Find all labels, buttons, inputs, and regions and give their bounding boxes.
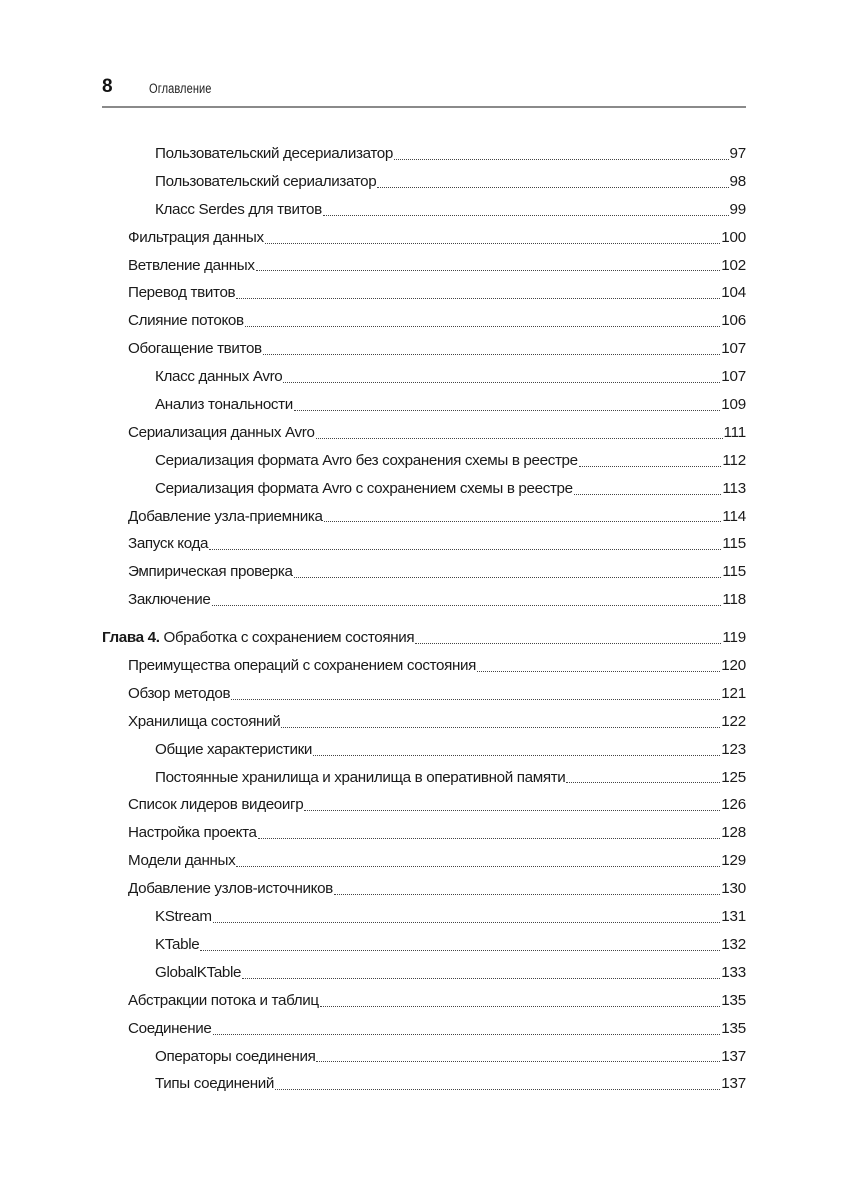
toc-page-number: 115 [722,535,746,553]
toc-entry[interactable] [102,252,746,280]
toc-entry-text: Запуск кода [128,535,209,553]
toc-page-number: 98 [729,172,746,190]
toc-entry-title [155,140,393,168]
toc-entry-text: KTable [155,935,200,953]
toc-page-number: 112 [722,451,746,469]
toc-page-number: 130 [721,880,746,898]
toc-entry[interactable] [102,419,746,447]
toc-page-number: 106 [721,312,746,330]
toc-entry-title [128,279,235,307]
toc-entry-text: Типы соединений [155,1075,275,1093]
toc-entry[interactable] [102,224,746,252]
dot-leader [320,1005,721,1007]
toc-entry-title [128,558,293,586]
running-title: Оглавление [149,81,212,96]
dot-leader [574,493,722,495]
toc-entry-title [128,335,262,363]
toc-page-number: 102 [721,256,746,274]
toc-page-number: 107 [721,368,746,386]
dot-leader [275,1088,720,1090]
toc-entry-text: Обзор методов [128,684,231,702]
page-number: 8 [102,76,113,97]
toc-entry[interactable] [102,140,746,168]
toc-entry[interactable] [102,447,746,475]
toc-entry[interactable] [102,847,746,875]
chapter-number: Глава 4. [102,629,160,647]
toc-page-number: 97 [729,145,746,162]
toc-entry-title [128,530,208,558]
toc-entry[interactable] [102,391,746,419]
toc-entry[interactable] [102,652,746,680]
dot-leader [231,698,720,700]
dot-leader [209,548,721,550]
toc-entry-text: Сериализация формата Avro без сохранения схемы в реестре [155,451,578,469]
dot-leader [256,269,721,271]
toc-page-number: 113 [722,479,746,497]
toc-page-number: 114 [722,507,746,525]
toc-entry-title [128,819,257,847]
toc-page-number: 111 [723,423,746,441]
dot-leader [294,576,722,578]
dot-leader [212,604,722,606]
toc-entry[interactable] [102,903,746,931]
toc-entry[interactable] [102,1043,746,1071]
toc-entry-title [155,931,199,959]
toc-page-number: 131 [721,908,746,926]
toc-page-number: 121 [721,684,746,702]
toc-entry[interactable] [102,307,746,335]
toc-entry-text: Общие характеристики [155,740,313,758]
toc-entry-title [155,391,293,419]
toc-entry[interactable] [102,987,746,1015]
toc-entry-title [155,196,322,224]
toc-entry-title [128,875,333,903]
toc-entry-text: Сериализация данных Avro [128,423,315,441]
toc-entry[interactable] [102,530,746,558]
toc-entry-text: Сериализация формата Avro с сохранением схемы в реестре [155,479,573,497]
toc-entry-title [155,736,312,764]
toc-entry-text: Постоянные хранилища и хранилища в оперативной памяти [155,768,566,786]
toc-page-number: 137 [721,1075,746,1093]
toc-entry-text: KStream [155,908,212,926]
toc-entry[interactable] [102,791,746,819]
toc-entry[interactable] [102,503,746,531]
toc-page-number: 120 [721,657,746,675]
toc-entry-title [128,1015,212,1043]
toc-entry-text: Соединение [128,1019,212,1037]
dot-leader [304,809,720,811]
toc-page-number: 123 [721,740,746,758]
toc-page-number: 125 [721,768,746,786]
dot-leader [324,520,722,522]
toc-entry[interactable] [102,168,746,196]
toc-page-number: 118 [722,591,746,609]
toc-entry-text: Операторы соединения [155,1047,316,1065]
toc-entry[interactable] [102,764,746,792]
toc-page-number: 104 [721,284,746,302]
dot-leader [245,325,721,327]
dot-leader [377,186,728,188]
dot-leader [283,381,720,383]
toc-entry-text: Фильтрация данных [128,228,264,246]
toc-entry-title [155,1043,315,1071]
toc-page-number: 129 [721,852,746,870]
dot-leader [263,353,720,355]
toc-chapter-entry[interactable] [102,624,746,652]
toc-entry[interactable] [102,475,746,503]
toc-page-number: 132 [721,935,746,953]
toc-entry[interactable] [102,335,746,363]
toc-entry-title [128,224,264,252]
toc-entry-title [128,252,255,280]
toc-entry-text: Добавление узла-приемника [128,507,323,525]
toc-entry-title [128,987,319,1015]
toc-entry[interactable] [102,875,746,903]
toc-entry-text: Модели данных [128,852,236,870]
toc-page-number: 99 [729,200,746,218]
toc-page-number: 133 [721,963,746,981]
toc-entry-text: Хранилища состояний [128,712,281,730]
dot-leader [477,670,720,672]
toc-entry-text: Добавление узлов-источников [128,880,333,898]
toc-entry[interactable] [102,196,746,224]
toc-entry-title [155,447,578,475]
toc-entry[interactable] [102,558,746,586]
toc-entry[interactable] [102,1070,746,1098]
toc-entry-text: Обработка с сохранением состояния [163,629,415,647]
dot-leader [236,297,720,299]
toc-page-number: 119 [722,629,746,647]
toc-entry-text: Перевод твитов [128,284,236,302]
toc-entry-title [155,168,376,196]
dot-leader [265,242,721,244]
dot-leader [334,893,720,895]
toc-page-number: 137 [721,1047,746,1065]
toc-entry-title [128,847,235,875]
toc-entry-title [128,791,303,819]
toc-entry[interactable] [102,819,746,847]
toc-entry-title [128,586,211,614]
toc-page-number: 100 [721,228,746,246]
dot-leader [294,409,720,411]
toc-entry-title [155,903,212,931]
toc-entry[interactable] [102,363,746,391]
dot-leader [566,781,720,783]
toc-entry[interactable] [102,959,746,987]
toc-entry-title [155,764,565,792]
toc-page-number: 122 [721,712,746,730]
dot-leader [313,754,720,756]
toc-entry-title [155,959,241,987]
toc-page-number: 107 [721,340,746,358]
dot-leader [415,642,721,644]
toc-entry[interactable] [102,586,746,614]
toc-page-number: 128 [721,824,746,842]
dot-leader [323,214,729,216]
toc-entry[interactable] [102,931,746,959]
toc-entry-text: Пользовательский десериализатор [155,145,393,162]
toc-page-number: 126 [721,796,746,814]
toc-entry-title [128,419,315,447]
toc-entry-text: Класс Serdes для твитов [155,200,322,218]
toc-entry-text: Слияние потоков [128,312,244,330]
toc-page-number: 115 [722,563,746,581]
toc-page-number: 135 [721,991,746,1009]
toc-entry-title [128,307,244,335]
toc-entry-text: Заключение [128,591,211,609]
toc-entry-text: Класс данных Avro [155,368,283,386]
table-of-contents [102,140,746,1098]
toc-entry[interactable] [102,680,746,708]
toc-entry-text: Ветвление данных [128,256,255,274]
page-header [102,76,746,108]
toc-entry-title [155,363,282,391]
toc-entry-title [128,680,230,708]
toc-entry-text: Эмпирическая проверка [128,563,293,581]
toc-entry[interactable] [102,736,746,764]
toc-entry-text: Пользовательский сериализатор [155,172,377,190]
dot-leader [281,726,720,728]
toc-entry[interactable] [102,708,746,736]
toc-entry-title [128,503,323,531]
toc-entry-title [102,624,414,652]
dot-leader [316,1060,720,1062]
toc-entry-text: Анализ тональности [155,396,293,414]
dot-leader [236,865,720,867]
toc-entry[interactable] [102,279,746,307]
dot-leader [213,921,721,923]
toc-entry-text: Абстракции потока и таблиц [128,991,319,1009]
toc-entry-text: Настройка проекта [128,824,257,842]
toc-entry-text: Список лидеров видеоигр [128,796,304,814]
dot-leader [213,1033,721,1035]
toc-entry-title [155,475,573,503]
toc-entry-text: Обогащение твитов [128,340,262,358]
toc-page-number: 135 [721,1019,746,1037]
dot-leader [242,977,720,979]
dot-leader [316,437,723,439]
toc-entry-text: Преимущества операций с сохранением состояния [128,657,477,675]
toc-page-number: 109 [721,396,746,414]
toc-entry-title [128,708,280,736]
toc-entry-title [155,1070,274,1098]
dot-leader [200,949,720,951]
toc-entry-title [128,652,476,680]
toc-entry[interactable] [102,1015,746,1043]
toc-entry-text: GlobalKTable [155,963,242,981]
dot-leader [394,158,729,160]
dot-leader [579,465,722,467]
dot-leader [258,837,721,839]
